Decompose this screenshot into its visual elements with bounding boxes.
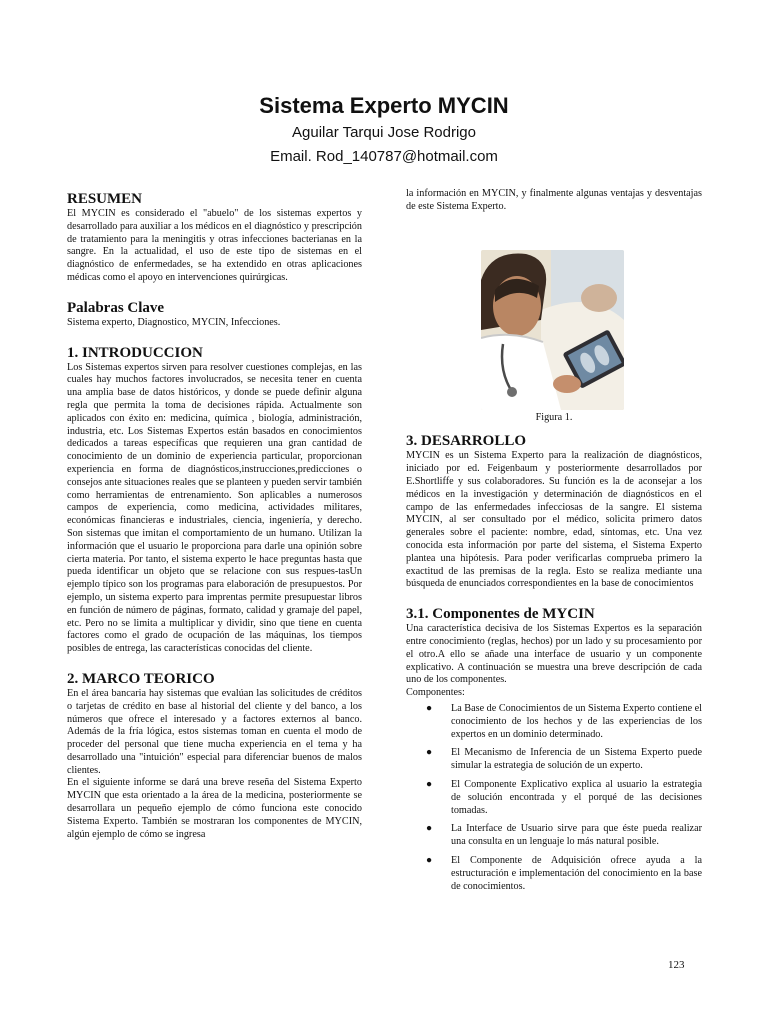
right-column xyxy=(406,188,702,899)
keywords-heading: Palabras Clave xyxy=(67,299,165,316)
introduccion-heading: 1. INTRODUCCION xyxy=(67,344,203,361)
bullet-icon: ● xyxy=(426,823,433,835)
bullet-icon: ● xyxy=(426,747,433,759)
bullet-icon: ● xyxy=(426,778,433,790)
continuation-text: la información en MYCIN, y finalmente algunas ventajas y desventajas de este Sistema Experto. xyxy=(406,188,702,212)
bullet-icon: ● xyxy=(426,702,433,714)
componentes-text: Una característica decisiva de los Sistemas Expertos es la separación entre conocimiento (reglas, hechos) por un lado y su procesamiento por el otro.A ello se añade una interface de usuario y un componente explicativo. A continuación se muestra una breve descripción de cada uno de los componentes. xyxy=(406,623,702,686)
author-name: Aguilar Tarqui Jose Rodrigo xyxy=(292,124,476,141)
resumen-heading: RESUMEN xyxy=(67,191,143,207)
list-item: ● La Base de Conocimientos de un Sistema Experto contiene el conocimiento de los hechos y de las experiencias de los expertos en un dominio determinado. xyxy=(426,702,702,740)
componentes-list xyxy=(406,703,702,893)
marco-teorico-text-2: En el siguiente informe se dará una breve reseña del Sistema Experto MYCIN que esta orientado a la área de la medicina, posteriormente se desarrollara un pequeño ejemplo de cómo funciona este conocido Sistema Experto. También se mostraran los componentes de MYCIN, algún ejemplo de cómo se ingresa xyxy=(67,777,362,840)
keywords-text: Sistema experto, Diagnostico, MYCIN, Infecciones. xyxy=(67,316,281,328)
author-email: Email. Rod_140787@hotmail.com xyxy=(270,148,498,165)
doctor-with-tablet-image xyxy=(481,250,624,410)
figure-caption: Figura 1. xyxy=(535,411,573,423)
list-item: ● La Interface de Usuario sirve para que éste pueda realizar una consulta en un lenguaje lo más natural posible. xyxy=(426,823,702,848)
introduccion-text: Los Sistemas expertos sirven para resolver cuestiones complejas, en las cuales hay muchos factores involucrados, se necesita tener en cuenta una amplia base de datos históricos, y donde se puede definir alguna regla que permita la toma de decisiones rápida. Actualmente son aplicados con éxito en: medicina, química , biología, administración, industria, etc. Los Sistemas Expertos están basados en conocimientos dedicados a tareas específicas que requieren una gran cantidad de conocimiento de un dominio de experiencia particular, proporcionan experiencia en forma de diagnósticos,instrucciones,predicciones o consejos ante situaciones reales que se planteen y pueden servir también como herramientas de entrenamiento. Son aplicables a numerosos campos de experiencia, como medicina, actividades militares, económicas financieras e industriales, ciencia, ingeniería, y derecho. Son sistemas que imitan el comportamiento de un humano. Utilizan la información que el usuario le proporciona para darle una opinión sobre cierta materia. Por tanto, el sistema experto le hace preguntas hasta que pueda identificar un objeto que se relacione con sus respues-tasUn ejemplo típico son los programas para elaboración de presupuestos. Por ejemplo, un sistema experto para imprentas permite presupuestar libros en función de número de páginas, formato, calidad y gramaje del papel, etc. Pero no se limita a multiplicar y dividir, sino que tiene en cuenta factores como el grado de ocupación de las máquinas, los tiempos posibles de entrega, las características conocidas del cliente. xyxy=(67,361,362,655)
desarrollo-text: MYCIN es un Sistema Experto para la realización de diagnósticos, iniciado por ed. Feigenbaum y posteriormente desarrollados por E.Shortliffe y sus colaboradores. Su función es la de aconsejar a los médicos en la investigación y determinación de diagnósticos en el campo de las enfermedades infecciosas de la sangre. El sistema MYCIN, al ser consultado por el médico, solicita primero datos generales sobre el paciente: nombre, edad, síntomas, etc. Una vez conocida esta información por parte del sistema, el Sistema Experto plantea una hipótesis. Para poder verificarlas comprueba primero la exactitud de las premisas de la regla. Esto se realiza mediante una búsqueda de enunciados correspondientes en la base de conocimientos xyxy=(406,450,702,590)
marco-teorico-heading: 2. MARCO TEORICO xyxy=(67,670,215,687)
bullet-icon: ● xyxy=(426,854,433,866)
componentes-heading: 3.1. Componentes de MYCIN xyxy=(406,606,595,623)
componentes-label: Componentes: xyxy=(406,687,465,699)
desarrollo-heading: 3. DESARROLLO xyxy=(406,433,527,450)
figure-doctor-photo xyxy=(481,250,624,410)
page-number: 123 xyxy=(668,959,685,971)
list-item: ● El Componente de Adquisición ofrece ayuda a la estructuración e implementación del conocimiento en la base de conocimientos. xyxy=(426,854,702,892)
list-item: ● El Mecanismo de Inferencia de un Sistema Experto puede simular la estrategia de solución de un experto. xyxy=(426,747,702,772)
list-item: ● El Componente Explicativo explica al usuario la estrategia de solución encontrada y el porqué de las decisiones tomadas. xyxy=(426,778,702,816)
paper-title: Sistema Experto MYCIN xyxy=(259,93,509,118)
left-column xyxy=(67,190,362,841)
marco-teorico-text-1: En el área bancaria hay sistemas que evalúan las solicitudes de créditos o tarjetas de crédito en base al historial del cliente y del banco, a los números que ofrece el interesado y a factores externos al banco. Además de la fría lógica, estos sistemas toman en cuenta el modo de proceder del personal que tiene mucha experiencia en el tema y ha desarrollado una "intuición" especial para diferenciar buenos de malos clientes. xyxy=(67,687,362,776)
resumen-text: El MYCIN es considerado el "abuelo" de los sistemas expertos y desarrollado para auxiliar a los médicos en el diagnóstico y prescripción de tratamiento para la meningitis y otras infecciones bacterianas en la sangre. En la actualidad, el uso de este tipo de sistemas en el diagnóstico de enfermedades, se ha extendido en otras aplicaciones médicas como el apoyo en intervenciones quirúrgicas. xyxy=(67,208,362,283)
